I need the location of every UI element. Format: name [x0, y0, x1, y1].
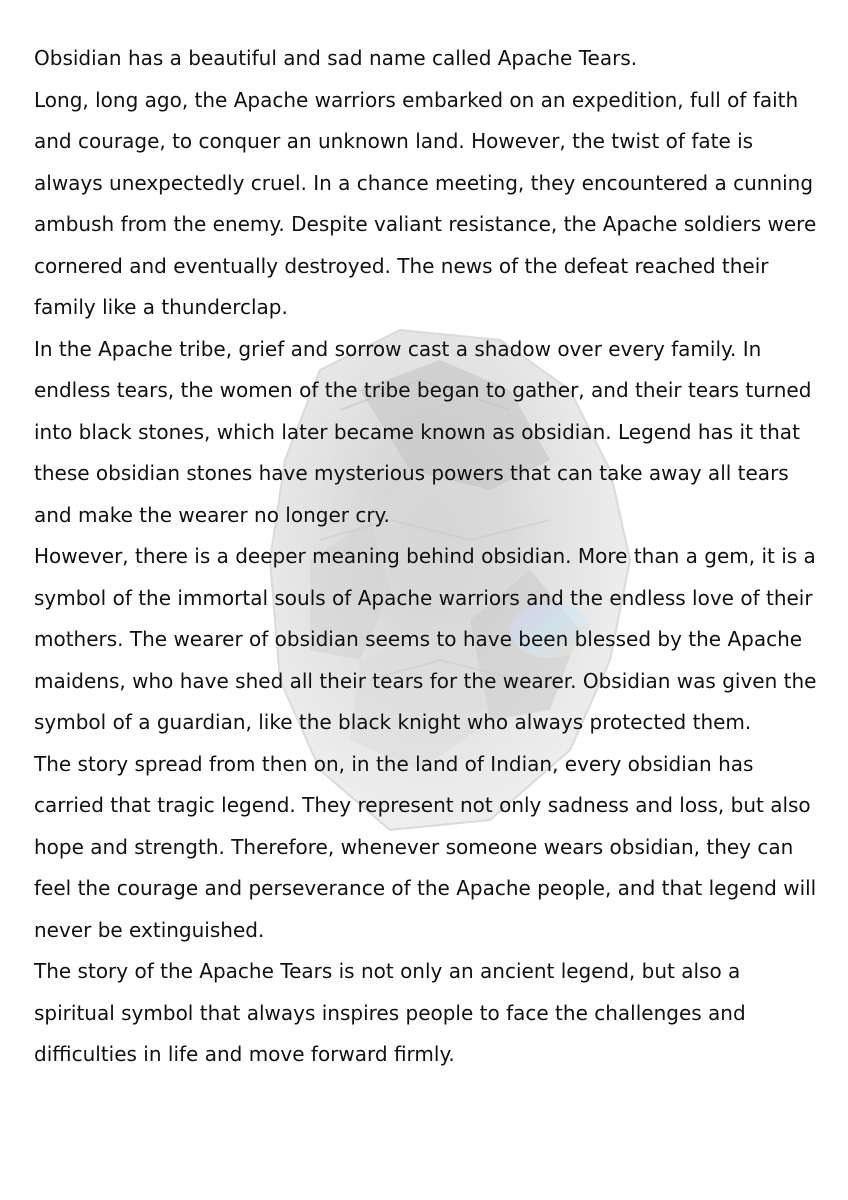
paragraph-legend-spread: The story spread from then on, in the land of Indian, every obsidian has carried that tragic legend. They represent not only sadness and loss, but also hope and strength. Therefore, whenever someone wears obsidian, they can feel the courage and perseverance of the Apache people, and that legend will never be extinguished. — [34, 751, 817, 942]
paragraph-deeper-meaning: However, there is a deeper meaning behind obsidian. More than a gem, it is a symbol of the immortal souls of Apache warriors and the endless love of their mothers. The wearer of obsidian seems to have been blessed by the Apache maidens, who have shed all their tears for the wearer. Obsidian was given the symbol of a guardian, like the black knight who always protected them. — [34, 544, 817, 734]
paragraph-expedition: Long, long ago, the Apache warriors embarked on an expedition, full of faith and courage, to conquer an unknown land. However, the twist of fate is always unexpectedly cruel. In a chance meeting, they encountered a cunning ambush from the enemy. Despite valiant resistance, the Apache soldiers were cornered and eventually destroyed. The news of the defeat reached their family like a thunderclap. — [34, 87, 817, 319]
paragraph-intro: Obsidian has a beautiful and sad name called Apache Tears. — [34, 46, 638, 70]
document-body — [34, 38, 824, 1076]
paragraph-tribe-tears: In the Apache tribe, grief and sorrow cast a shadow over every family. In endless tears, the women of the tribe began to gather, and their tears turned into black stones, which later became known as obsidian. Legend has it that these obsidian stones have mysterious powers that can take away all tears and make the wearer no longer cry. — [34, 336, 812, 527]
paragraph-spiritual-symbol: The story of the Apache Tears is not only an ancient legend, but also a spiritual symbol that always inspires people to face the challenges and difficulties in life and move forward firmly. — [34, 959, 746, 1066]
